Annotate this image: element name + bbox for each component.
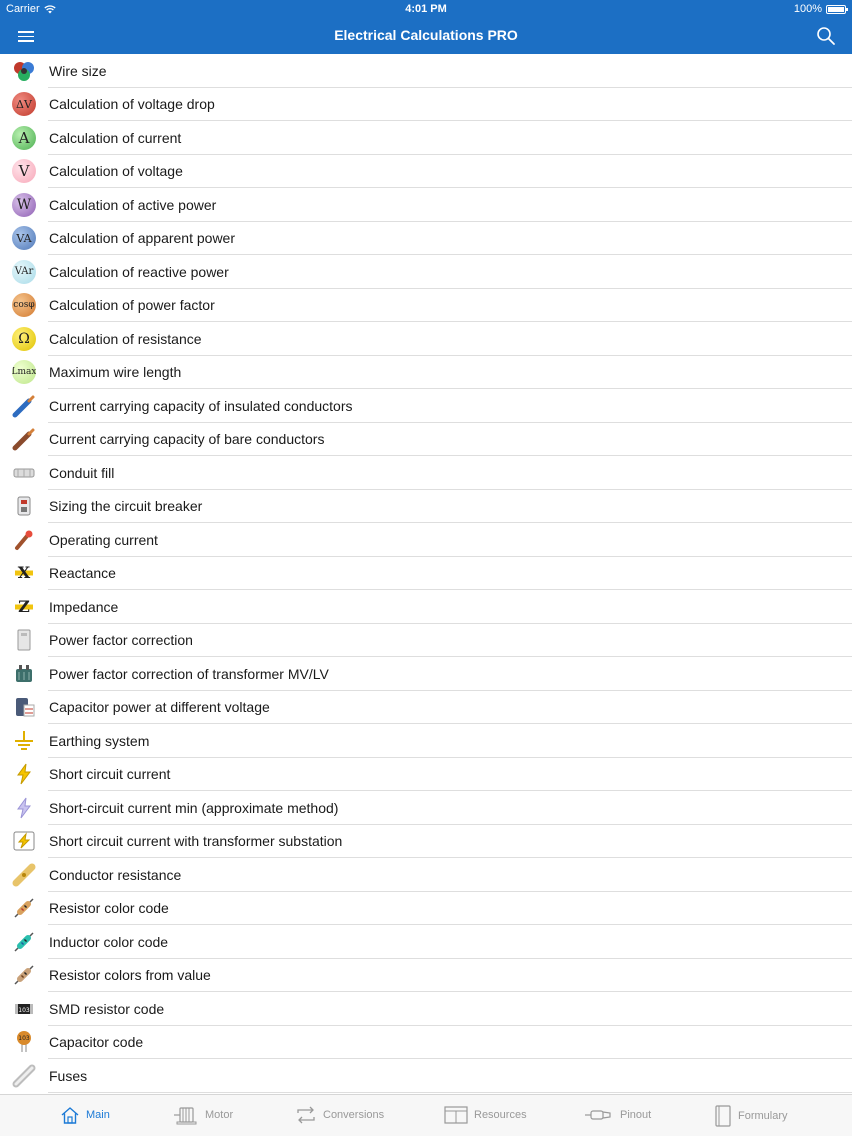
- tab-label: Main: [86, 1109, 110, 1121]
- list-item-label: Calculation of current: [49, 129, 182, 146]
- short-circuit-icon: [12, 762, 36, 786]
- list-item-9[interactable]: [0, 356, 852, 390]
- svg-text:X: X: [17, 563, 31, 583]
- fuse-icon: [12, 1064, 36, 1088]
- list-item-label: Power factor correction: [49, 632, 193, 649]
- conduit-icon: [12, 461, 36, 485]
- list-item-14[interactable]: [0, 523, 852, 557]
- list-item-18[interactable]: [0, 657, 852, 691]
- tab-conversions[interactable]: [295, 1105, 384, 1125]
- capacitor-power-icon: [12, 695, 36, 719]
- list-item-0[interactable]: [0, 54, 852, 88]
- active-power-icon: W: [12, 193, 36, 217]
- tab-label: Resources: [474, 1109, 527, 1121]
- list-item-label: Calculation of power factor: [49, 297, 215, 314]
- list-item-label: Calculation of voltage drop: [49, 96, 215, 113]
- apparent-power-icon: VA: [12, 226, 36, 250]
- list-item-17[interactable]: [0, 624, 852, 658]
- list-item-7[interactable]: [0, 289, 852, 323]
- list-item-25[interactable]: [0, 892, 852, 926]
- list-item-label: Sizing the circuit breaker: [49, 498, 203, 515]
- list-item-23[interactable]: [0, 825, 852, 859]
- conductor-resistance-icon: [12, 863, 36, 887]
- search-icon[interactable]: [816, 26, 836, 46]
- reactive-power-icon: VAr: [12, 260, 36, 284]
- page-title: Electrical Calculations PRO: [334, 27, 518, 43]
- navigation-bar: [0, 18, 852, 54]
- current-icon: A: [12, 126, 36, 150]
- tab-main[interactable]: [60, 1105, 110, 1125]
- tab-formulary[interactable]: [714, 1105, 788, 1127]
- list-item-label: Conduit fill: [49, 464, 115, 481]
- list-item-label: Current carrying capacity of insulated conductors: [49, 397, 353, 414]
- transformer-icon: [12, 662, 36, 686]
- list-item-label: Conductor resistance: [49, 866, 182, 883]
- list-item-4[interactable]: [0, 188, 852, 222]
- list-item-label: Power factor correction of transformer MV/LV: [49, 665, 329, 682]
- list-item-label: Short circuit current with transformer substation: [49, 833, 343, 850]
- capacitor-code-icon: [12, 1030, 36, 1054]
- max-length-icon: Lmax: [12, 360, 36, 384]
- list-item-28[interactable]: [0, 992, 852, 1026]
- battery-percent: 100%: [793, 3, 822, 15]
- home-icon: [60, 1105, 80, 1125]
- smd-resistor-icon: [12, 997, 36, 1021]
- tab-resources[interactable]: [444, 1105, 527, 1125]
- bare-conductor-icon: [12, 427, 36, 451]
- tab-label: Conversions: [323, 1109, 385, 1121]
- battery-indicator: [794, 3, 846, 15]
- earthing-icon: [12, 729, 36, 753]
- pf-correction-icon: [12, 628, 36, 652]
- list-item-8[interactable]: [0, 322, 852, 356]
- list-item-label: Calculation of resistance: [49, 330, 202, 347]
- list-item-label: Inductor color code: [49, 933, 169, 950]
- svg-text:103: 103: [18, 1006, 30, 1014]
- list-item-19[interactable]: [0, 691, 852, 725]
- list-item-30[interactable]: [0, 1059, 852, 1093]
- list-item-16[interactable]: [0, 590, 852, 624]
- status-bar: [0, 0, 852, 18]
- list-item-label: Wire size: [49, 62, 107, 79]
- inductor-icon: [12, 930, 36, 954]
- list-item-label: Impedance: [49, 598, 119, 615]
- wire-size-icon: [12, 59, 36, 83]
- motor-icon: [173, 1105, 199, 1125]
- list-item-24[interactable]: [0, 858, 852, 892]
- pinout-icon: [584, 1105, 614, 1125]
- list-item-label: Current carrying capacity of bare conductors: [49, 431, 325, 448]
- tab-bar: [0, 1094, 852, 1136]
- resistance-icon: Ω: [12, 327, 36, 351]
- list-item-label: Fuses: [49, 1067, 88, 1084]
- clock: 4:01 PM: [405, 3, 447, 15]
- insulated-conductor-icon: [12, 394, 36, 418]
- list-item-29[interactable]: [0, 1026, 852, 1060]
- list-item-21[interactable]: [0, 758, 852, 792]
- list-item-label: Earthing system: [49, 732, 150, 749]
- list-item-1[interactable]: [0, 88, 852, 122]
- list-item-15[interactable]: [0, 557, 852, 591]
- list-item-label: Calculation of voltage: [49, 163, 183, 180]
- battery-icon: [826, 5, 846, 14]
- voltage-drop-icon: ΔV: [12, 92, 36, 116]
- list-item-label: Capacitor power at different voltage: [49, 699, 270, 716]
- resistor-value-icon: [12, 963, 36, 987]
- list-item-label: Short circuit current: [49, 766, 171, 783]
- resistor-icon: [12, 896, 36, 920]
- list-item-label: Maximum wire length: [49, 364, 182, 381]
- list-item-10[interactable]: [0, 389, 852, 423]
- list-item-12[interactable]: [0, 456, 852, 490]
- list-item-label: Resistor colors from value: [49, 967, 211, 984]
- list-item-27[interactable]: [0, 959, 852, 993]
- resources-icon: [444, 1105, 468, 1125]
- carrier-label: Carrier: [6, 3, 40, 15]
- tab-label: Pinout: [620, 1109, 652, 1121]
- conversions-icon: [295, 1105, 317, 1125]
- list-item-6[interactable]: [0, 255, 852, 289]
- list-item-20[interactable]: [0, 724, 852, 758]
- list-item-label: Resistor color code: [49, 900, 169, 917]
- list-item-label: SMD resistor code: [49, 1000, 165, 1017]
- list-item-5[interactable]: [0, 222, 852, 256]
- tab-motor[interactable]: [173, 1105, 233, 1125]
- tab-label: Formulary: [738, 1110, 788, 1122]
- short-circuit-transformer-icon: [12, 829, 36, 853]
- svg-text:103: 103: [18, 1035, 30, 1043]
- list-item-label: Operating current: [49, 531, 158, 548]
- list-item-26[interactable]: [0, 925, 852, 959]
- list-item-label: Capacitor code: [49, 1034, 144, 1051]
- list-item-3[interactable]: [0, 155, 852, 189]
- list-item-label: Short-circuit current min (approximate method): [49, 799, 339, 816]
- list-item-label: Calculation of apparent power: [49, 230, 236, 247]
- list-item-22[interactable]: [0, 791, 852, 825]
- circuit-breaker-icon: [12, 494, 36, 518]
- tab-pinout[interactable]: [584, 1105, 651, 1125]
- list-item-label: Reactance: [49, 565, 116, 582]
- formulary-icon: [714, 1105, 732, 1127]
- svg-text:Z: Z: [18, 596, 30, 616]
- impedance-icon: [12, 595, 36, 619]
- list-item-label: Calculation of active power: [49, 196, 217, 213]
- voltage-icon: V: [12, 159, 36, 183]
- short-circuit-min-icon: [12, 796, 36, 820]
- list-item-13[interactable]: [0, 490, 852, 524]
- power-factor-icon: cosφ: [12, 293, 36, 317]
- tab-label: Motor: [205, 1109, 234, 1121]
- calculations-list: [0, 54, 852, 1094]
- list-item-2[interactable]: [0, 121, 852, 155]
- list-item-11[interactable]: [0, 423, 852, 457]
- reactance-icon: [12, 561, 36, 585]
- operating-current-icon: [12, 528, 36, 552]
- list-item-label: Calculation of reactive power: [49, 263, 229, 280]
